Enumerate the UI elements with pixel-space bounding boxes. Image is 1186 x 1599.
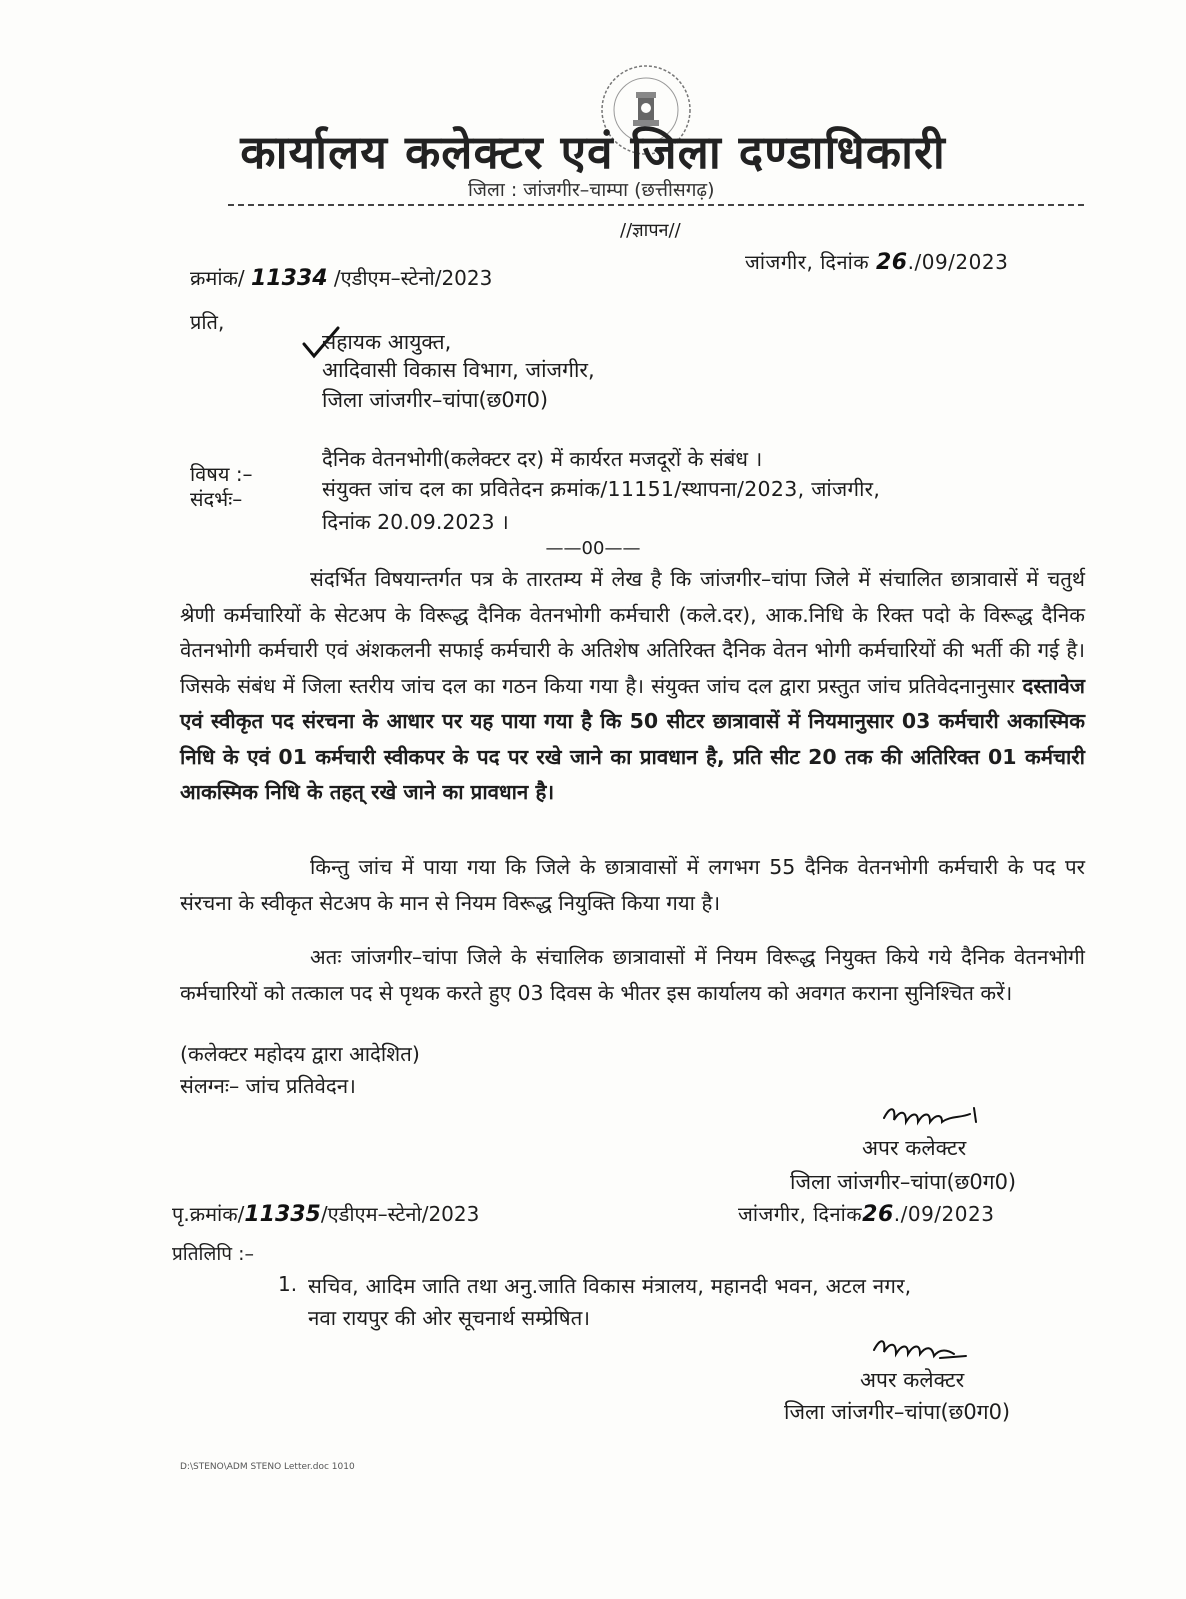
endorsement-number bbox=[172, 1200, 479, 1227]
copy-label: प्रतिलिपि :– bbox=[172, 1243, 255, 1265]
paragraph-1-text: संदर्भित विषयान्तर्गत पत्र के तारतम्य में लेख है कि जांजगीर–चांपा जिले में संचालित छात्रावासें में चतुर्थ श्रेणी कर्मचारियों के सेटअप के विरूद्ध दैनिक वेतनभोगी कर्मचारी (कले.दर), आक.निधि के रिक्त पदो के विरूद्ध दैनिक वेतनभोगी कर्मचारी एवं अंशकलनी सफाई कर्मचारी के अतिशेष अतिरिक्त दैनिक वेतन भोगी कर्मचारियों की भर्ती की गई है। जिसके संबंध में जिला स्तरीय जांच दल का गठन किया गया है। संयुक्त जांच दल द्वारा प्रस्तुत जांच प्रतिवेदनानुसार bbox=[180, 567, 1085, 698]
separator-mark: ——00—— bbox=[545, 538, 641, 559]
memo-number-suffix: /एडीएम–स्टेनो/2023 bbox=[333, 266, 493, 290]
memo-date-prefix: जांजगीर, दिनांक bbox=[745, 250, 870, 274]
recipient-line-2: आदिवासी विकास विभाग, जांजगीर, bbox=[322, 358, 595, 382]
memo-date bbox=[745, 248, 1008, 275]
subject-label: विषय :– bbox=[190, 462, 253, 486]
signature-1-scribble bbox=[880, 1100, 990, 1134]
memo-number-prefix: क्रमांक/ bbox=[190, 266, 245, 290]
ordered-by: (कलेक्टर महोदय द्वारा आदेशित) bbox=[180, 1042, 420, 1066]
district-line: जिला : जांजगीर–चाम्पा (छत्तीसगढ़) bbox=[468, 179, 715, 201]
memo-type: //ज्ञापन// bbox=[620, 220, 681, 241]
header-divider bbox=[228, 204, 1084, 206]
endorsement-date-day: 26 bbox=[862, 1202, 894, 1227]
memo-date-rest: ./09/2023 bbox=[907, 250, 1009, 274]
signature-2-district: जिला जांजगीर–चांपा(छ0ग0) bbox=[784, 1400, 1011, 1424]
memo-date-day: 26 bbox=[876, 250, 908, 275]
signature-2-title: अपर कलेक्टर bbox=[860, 1368, 965, 1392]
copy-item-1-line-1: सचिव, आदिम जाति तथा अनु.जाति विकास मंत्रालय, महानदी भवन, अटल नगर, bbox=[308, 1274, 912, 1298]
endorsement-number-suffix: /एडीएम–स्टेनो/2023 bbox=[320, 1202, 480, 1226]
endorsement-number-prefix: पृ.क्रमांक/ bbox=[172, 1202, 245, 1226]
recipient-line-3: जिला जांजगीर–चांपा(छ0ग0) bbox=[322, 388, 549, 412]
endorsement-date bbox=[738, 1200, 994, 1227]
copy-item-1-line-2: नवा रायपुर की ओर सूचनार्थ सम्प्रेषित। bbox=[308, 1306, 591, 1330]
reference-line-1: संयुक्त जांच दल का प्रवितेदन क्रमांक/11151/स्थापना/2023, जांजगीर, bbox=[322, 477, 881, 501]
paragraph-1 bbox=[180, 562, 1085, 811]
signature-1-title: अपर कलेक्टर bbox=[862, 1136, 967, 1160]
paragraph-1-bold: दस्तावेज एवं स्वीकृत पद संरचना के आधार पर यह पाया गया है कि 50 सीटर छात्रावासें में नियमानुसार 03 कर्मचारी अकास्मिक निधि के एवं 01 कर्मचारी स्वीकपर के पद पर रखे जाने का प्रावधान है, प्रति सीट 20 तक की अतिरिक्त 01 कर्मचारी आकस्मिक निधि के तहत् रखे जाने का प्रावधान है। bbox=[180, 673, 1086, 804]
office-title: कार्यालय कलेक्टर एवं जिला दण्डाधिकारी bbox=[240, 125, 946, 179]
memo-number bbox=[190, 264, 492, 291]
memo-number-handwritten: 11334 bbox=[250, 266, 328, 291]
subject-text: दैनिक वेतनभोगी(कलेक्टर दर) में कार्यरत मजदूरों के संबंध । bbox=[322, 447, 763, 471]
paragraph-2: किन्तु जांच में पाया गया कि जिले के छात्रावासों में लगभग 55 दैनिक वेतनभोगी कर्मचारी के पद पर संरचना के स्वीकृत सेटअप के मान से नियम विरूद्ध नियुक्ति किया गया है। bbox=[180, 855, 1085, 915]
copy-item-1-number: 1. bbox=[278, 1272, 298, 1296]
to-label: प्रति, bbox=[190, 310, 225, 334]
reference-label: संदर्भः– bbox=[190, 487, 243, 511]
endorsement-date-prefix: जांजगीर, दिनांक bbox=[738, 1202, 863, 1226]
endorsement-number-handwritten: 11335 bbox=[244, 1202, 321, 1227]
signature-1-district: जिला जांजगीर–चांपा(छ0ग0) bbox=[790, 1170, 1017, 1194]
endorsement-date-rest: ./09/2023 bbox=[893, 1202, 995, 1226]
reference-line-2: दिनांक 20.09.2023 । bbox=[322, 510, 509, 534]
signature-2-scribble bbox=[870, 1332, 980, 1366]
recipient-line-1: सहायक आयुक्त, bbox=[322, 330, 452, 354]
enclosure: संलग्नः– जांच प्रतिवेदन। bbox=[180, 1074, 356, 1098]
file-path-footer: D:\STENO\ADM STENO Letter.doc 1010 bbox=[180, 1462, 355, 1472]
paragraph-3: अतः जांजगीर–चांपा जिले के संचालिक छात्रावासों में नियम विरूद्ध नियुक्त किये गये दैनिक वेतनभोगी कर्मचारियों को तत्काल पद से पृथक करते हुए 03 दिवस के भीतर इस कार्यालय को अवगत कराना सुनिश्चित करें। bbox=[180, 945, 1085, 1005]
